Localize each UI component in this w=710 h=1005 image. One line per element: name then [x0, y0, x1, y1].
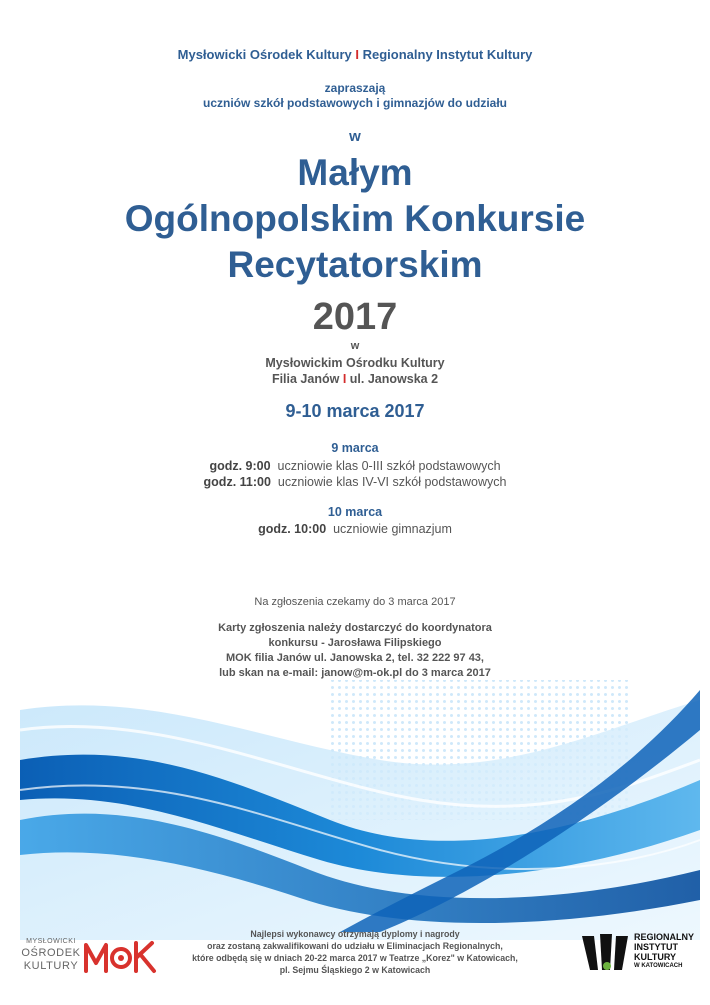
mok-mark-icon	[82, 939, 160, 975]
schedule-item	[0, 458, 710, 474]
footer-line2: oraz zostaną zakwalifikowani do udziału w Eliminacjach Regionalnych,	[207, 941, 503, 951]
schedule-time: godz. 10:00	[258, 522, 327, 536]
org2: Regionalny Instytut Kultury	[362, 47, 533, 62]
venue-branch: Filia Janów	[271, 372, 340, 386]
schedule-desc: uczniowie klas 0-III szkół podstawowych	[277, 459, 501, 473]
title-line3: Recytatorskim	[227, 244, 483, 285]
invite-text	[0, 81, 710, 111]
decorative-waves	[0, 670, 710, 940]
schedule-item	[0, 521, 710, 537]
cards-line4: lub skan na e-mail: janow@m-ok.pl do 3 marca 2017	[219, 667, 491, 679]
cards-line1: Karty zgłoszenia należy dostarczyć do koordynatora	[218, 622, 492, 634]
rik-mark-icon	[580, 930, 632, 976]
day2-label: 10 marca	[327, 505, 383, 519]
rik-line3: KULTURY	[634, 952, 676, 962]
mok-logo-text	[20, 937, 82, 973]
contest-year: 2017	[312, 296, 398, 338]
mok-line3: KULTURY	[23, 960, 79, 972]
mok-line2: OŚRODEK	[21, 947, 81, 959]
schedule-desc: uczniowie klas IV-VI szkół podstawowych	[277, 475, 507, 489]
invite-line1: zapraszają	[324, 81, 386, 95]
rik-line1: REGIONALNY	[634, 932, 695, 942]
venue-street: ul. Janowska 2	[349, 372, 439, 386]
footer-line3: które odbędą się w dniach 20-22 marca 2017 w Teatrze „Korez" w Katowicach,	[192, 953, 518, 963]
title-line1: Małym	[297, 152, 413, 193]
mok-logo	[20, 937, 160, 979]
schedule-item	[0, 474, 710, 490]
schedule-desc: uczniowie gimnazjum	[333, 522, 452, 536]
rik-line4: W KATOWICACH	[634, 963, 683, 969]
footer-line1: Najlepsi wykonawcy otrzymają dyplomy i nagrody	[250, 929, 460, 939]
w-word: w	[349, 128, 361, 145]
venue-w: w	[350, 340, 360, 352]
separator: I	[355, 47, 359, 62]
cards-line3: MOK filia Janów ul. Janowska 2, tel. 32 222 97 43,	[225, 652, 484, 664]
day2-schedule	[0, 521, 710, 537]
mok-line1: MYSŁOWICKI	[26, 938, 76, 945]
venue-line1: Mysłowickim Ośrodku Kultury	[265, 356, 445, 370]
contest-title	[0, 150, 710, 288]
schedule-time: godz. 11:00	[203, 475, 271, 489]
org1: Mysłowicki Ośrodek Kultury	[177, 47, 352, 62]
title-line2: Ogólnopolskim Konkursie	[124, 198, 586, 239]
rik-logo	[580, 930, 695, 978]
schedule-time: godz. 9:00	[209, 459, 271, 473]
day1-label: 9 marca	[331, 441, 379, 455]
event-dates: 9-10 marca 2017	[285, 401, 425, 421]
invite-line2: uczniów szkół podstawowych i gimnazjów do udziału	[202, 96, 508, 110]
rik-logo-text	[634, 932, 694, 970]
rik-line2: INSTYTUT	[634, 942, 678, 952]
venue-separator: I	[342, 372, 347, 386]
day1-schedule	[0, 458, 710, 490]
deadline-note: Na zgłoszenia czekamy do 3 marca 2017	[254, 596, 456, 608]
cards-line2: konkursu - Jarosława Filipskiego	[268, 637, 442, 649]
venue	[0, 355, 710, 387]
footer-line4: pl. Sejmu Śląskiego 2 w Katowicach	[279, 965, 431, 975]
organizers-line	[0, 47, 710, 62]
venue-line2	[0, 371, 710, 387]
